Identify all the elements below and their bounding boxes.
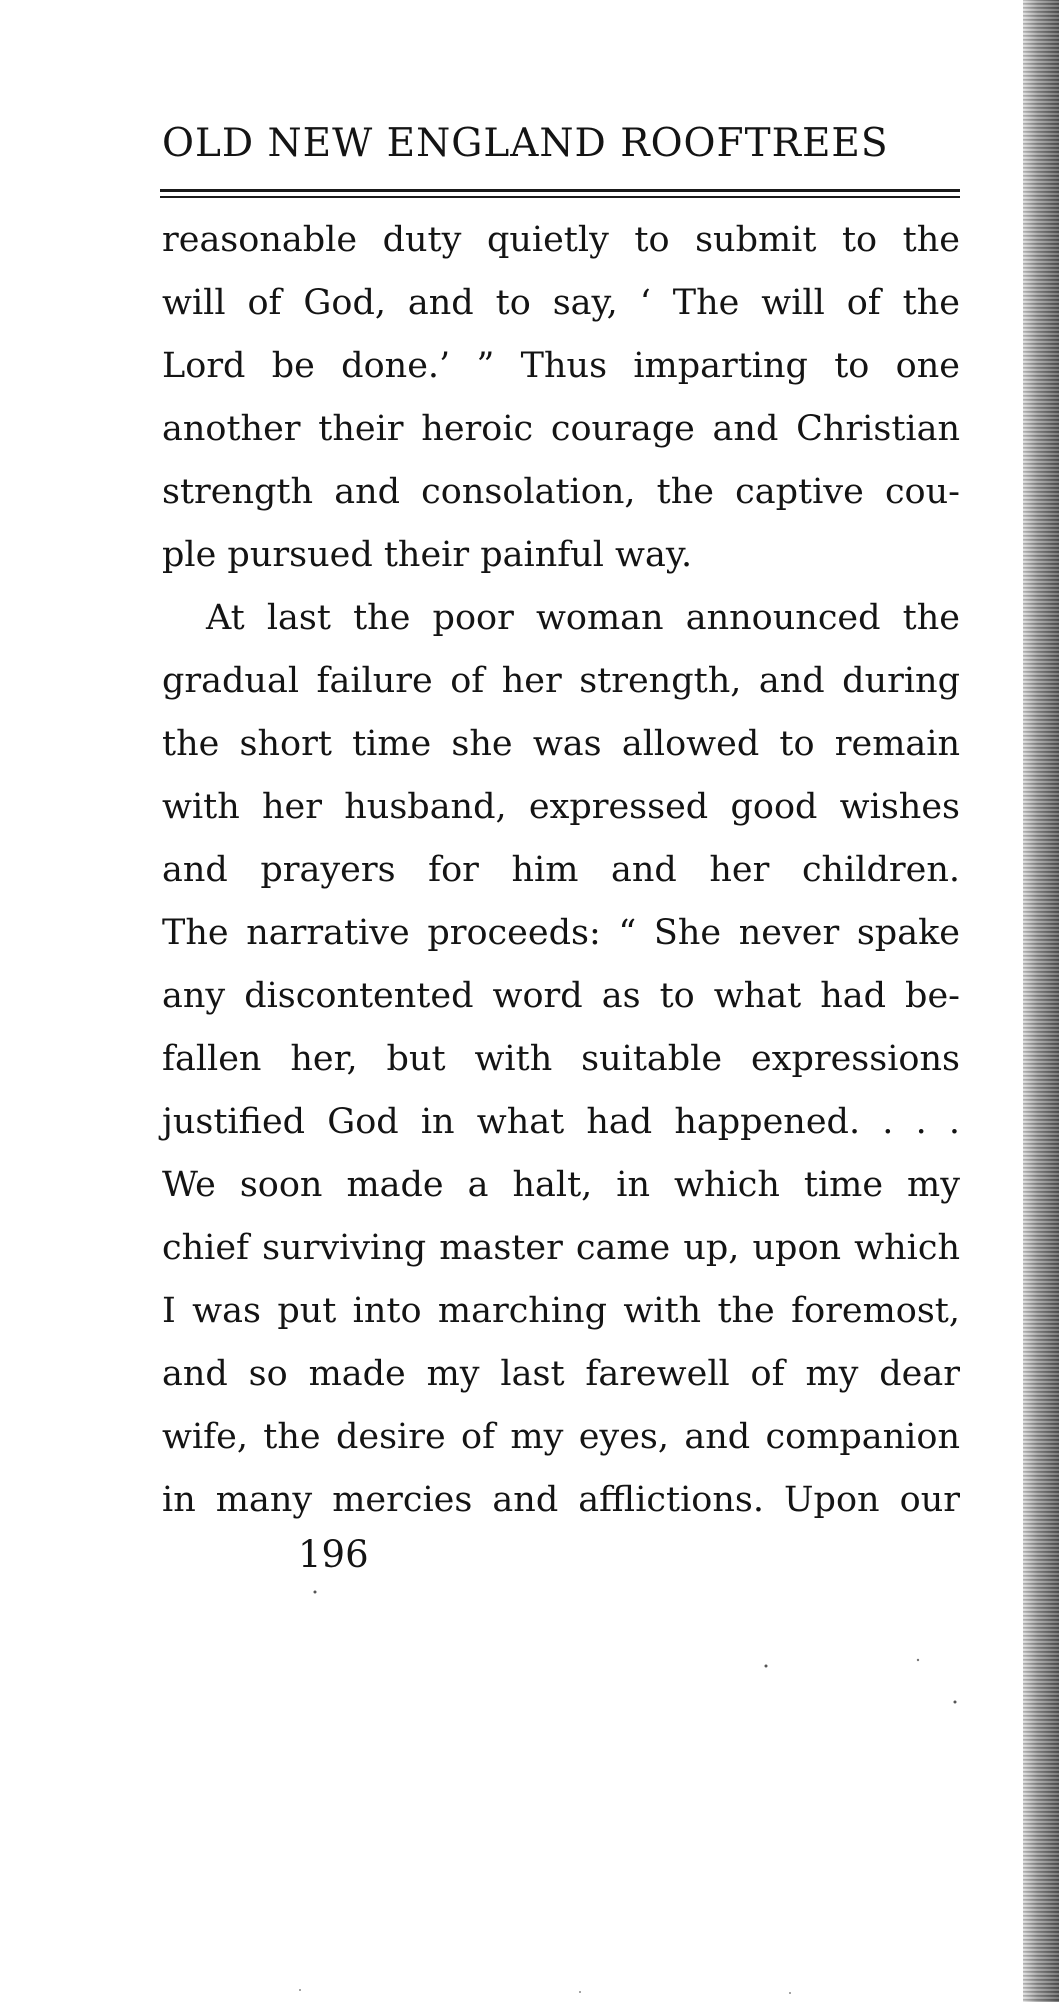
speck bbox=[579, 1991, 581, 1993]
text-line: in many mercies and afflictions. Upon our bbox=[162, 1480, 960, 1520]
header-rule-thin bbox=[160, 196, 960, 198]
text-line: gradual failure of her strength, and during bbox=[162, 661, 960, 701]
page-number: 196 bbox=[298, 1533, 369, 1576]
speck bbox=[314, 1591, 317, 1594]
text-line: fallen her, but with suitable expressions bbox=[162, 1039, 960, 1079]
speck bbox=[954, 1701, 957, 1704]
paragraph-first-line: At last the poor woman announced the bbox=[206, 598, 960, 638]
text-line: the short time she was allowed to remain bbox=[162, 724, 960, 764]
text-line: and so made my last farewell of my dear bbox=[162, 1354, 960, 1394]
page-edge-shadow bbox=[1023, 0, 1059, 2002]
text-line: reasonable duty quietly to submit to the bbox=[162, 220, 960, 260]
speck bbox=[917, 1659, 919, 1661]
header-rule-thick bbox=[160, 189, 960, 192]
speck bbox=[789, 1992, 791, 1994]
text-line: chief surviving master came up, upon which bbox=[162, 1228, 960, 1268]
speck bbox=[765, 1665, 768, 1668]
text-line: will of God, and to say, ‘ The will of the bbox=[162, 283, 960, 323]
text-line: Lord be done.’ ” Thus imparting to one bbox=[162, 346, 960, 386]
speck bbox=[299, 1989, 301, 1991]
text-line: ple pursued their painful way. bbox=[162, 535, 693, 575]
text-line: any discontented word as to what had be- bbox=[162, 976, 960, 1016]
running-header: OLD NEW ENGLAND ROOFTREES bbox=[162, 121, 889, 166]
text-line: I was put into marching with the foremost, bbox=[162, 1291, 960, 1331]
text-line: another their heroic courage and Christian bbox=[162, 409, 960, 449]
text-line: justified God in what had happened. . . . bbox=[162, 1102, 960, 1142]
text-line: The narrative proceeds: “ She never spake bbox=[162, 913, 960, 953]
text-line: wife, the desire of my eyes, and companion bbox=[162, 1417, 960, 1457]
text-line: with her husband, expressed good wishes bbox=[162, 787, 960, 827]
text-line: strength and consolation, the captive cou- bbox=[162, 472, 960, 512]
text-line: and prayers for him and her children. bbox=[162, 850, 960, 890]
text-line: We soon made a halt, in which time my bbox=[162, 1165, 960, 1205]
